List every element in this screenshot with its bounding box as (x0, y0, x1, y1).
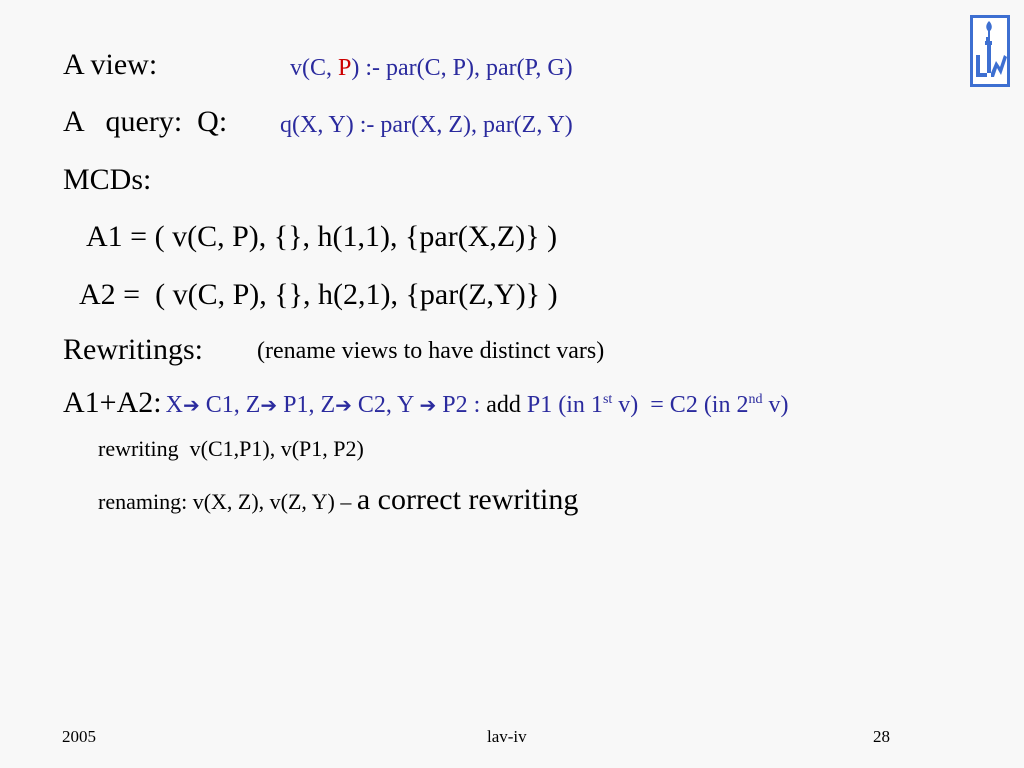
footer-title: lav-iv (487, 727, 527, 746)
rewriting-line: rewriting v(C1,P1), v(P1, P2) (98, 436, 364, 461)
view-head: v(C, (290, 55, 338, 81)
renaming-prefix: renaming: v(X, Z), v(Z, Y) – (98, 489, 357, 514)
a1a2-line (63, 388, 788, 418)
mcds-label: MCDs: (63, 163, 152, 196)
footer-year: 2005 (62, 727, 96, 746)
footer-page-number: 28 (873, 727, 890, 746)
map-p1z: P1, Z (277, 392, 336, 418)
map-c2y: C2, Y (351, 392, 420, 418)
map-p2: P2 : (436, 392, 487, 418)
mcd-a2: A2 = ( v(C, P), {}, h(2,1), {par(Z,Y)} ) (79, 278, 558, 311)
university-logo-icon (970, 15, 1010, 87)
a1a2-label: A1+A2: (63, 386, 162, 419)
view-label: A view: (63, 48, 158, 81)
view-body: ) :- par(C, P), par(P, G) (351, 55, 573, 81)
mcd-a1: A1 = ( v(C, P), {}, h(1,1), {par(X,Z)} ) (86, 220, 558, 253)
a1a2-mapping (166, 392, 789, 418)
view-definition (290, 56, 573, 80)
arrow-right-icon: ➔ (260, 393, 278, 417)
add-word: add (486, 392, 521, 418)
map-x: X (165, 392, 183, 418)
map-c1z: C1, Z (199, 392, 261, 418)
arrow-right-icon: ➔ (419, 393, 437, 417)
renaming-conclusion: a correct rewriting (356, 483, 579, 516)
v-eq: v) = C2 (in 2 (612, 392, 749, 418)
arrow-right-icon: ➔ (335, 393, 352, 417)
renaming-line (98, 485, 578, 515)
v-close: v) (762, 392, 789, 418)
sup-st: st (602, 392, 613, 407)
query-definition: q(X, Y) :- par(X, Z), par(Z, Y) (280, 112, 573, 138)
rewritings-label: Rewritings: (63, 333, 203, 366)
p1-in: P1 (in 1 (520, 392, 603, 418)
query-label: A query: Q: (63, 105, 228, 138)
sup-nd: nd (748, 392, 763, 407)
rewritings-note: (rename views to have distinct vars) (257, 338, 605, 364)
view-head-p: P (338, 55, 352, 81)
arrow-right-icon: ➔ (182, 393, 200, 417)
